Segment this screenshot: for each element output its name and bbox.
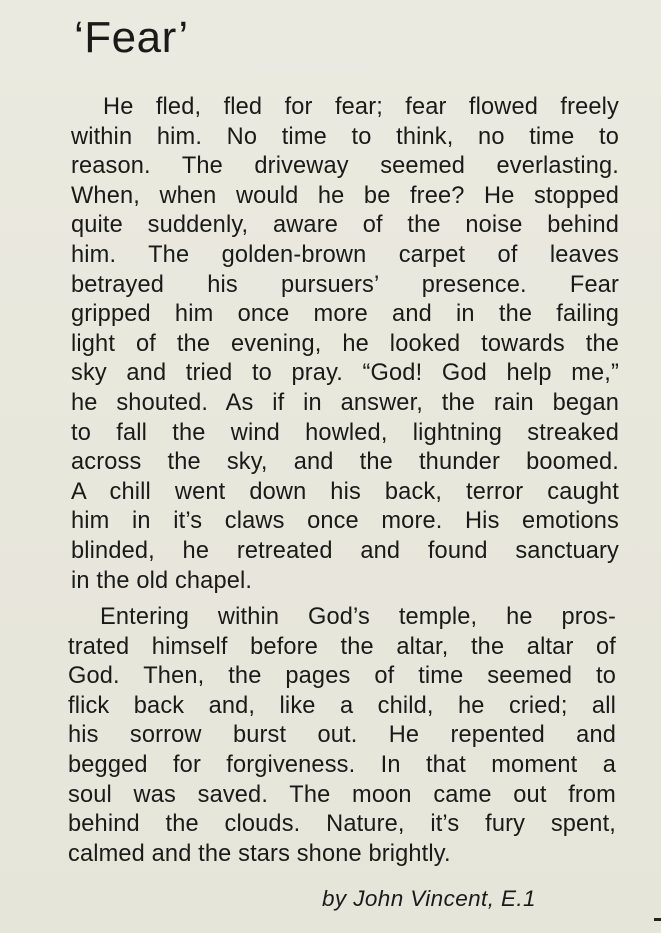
text-line: Entering within God’s temple, he pros- — [100, 604, 616, 630]
text-line: He fled, fled for fear; fear flowed freely — [103, 94, 619, 120]
text-line: betrayed his pursuers’ presence. Fear — [71, 271, 619, 298]
text-line: quite suddenly, aware of the noise behind — [71, 212, 619, 239]
text-line: soul was saved. The moon came out from — [68, 781, 616, 808]
story-paragraph-1 — [71, 93, 619, 596]
page-edge-mark — [654, 918, 661, 921]
text-line: he shouted. As if in answer, the rain began — [71, 389, 619, 416]
text-line: gripped him once more and in the failing — [71, 301, 619, 328]
text-line: across the sky, and the thunder boomed. — [71, 449, 619, 476]
author-byline: by John Vincent, E.1 — [322, 886, 536, 911]
text-line: When, when would he be free? He stopped — [71, 182, 619, 209]
text-line: A chill went down his back, terror caught — [71, 478, 619, 505]
text-line: within him. No time to think, no time to — [71, 123, 619, 150]
text-line: calmed and the stars shone brightly. — [68, 840, 451, 867]
text-line: in the old chapel. — [71, 567, 253, 594]
text-line: begged for forgiveness. In that moment a — [68, 751, 616, 778]
text-line: blinded, he retreated and found sanctuary — [71, 537, 619, 564]
text-line: his sorrow burst out. He repented and — [68, 722, 616, 749]
text-line: to fall the wind howled, lightning streaked — [71, 419, 619, 446]
text-line: trated himself before the altar, the altar of — [68, 633, 616, 660]
text-line: reason. The driveway seemed everlasting. — [71, 153, 619, 180]
text-line: him. The golden-brown carpet of leaves — [71, 241, 619, 268]
text-line: light of the evening, he looked towards the — [71, 330, 619, 357]
text-line: behind the clouds. Nature, it’s fury spent, — [68, 811, 616, 838]
page-title: ‘Fear’ — [74, 13, 189, 62]
text-line: flick back and, like a child, he cried; all — [68, 692, 616, 719]
text-line: him in it’s claws once more. His emotions — [71, 508, 619, 535]
story-paragraph-2 — [68, 603, 616, 869]
text-line: sky and tried to pray. “God! God help me,” — [71, 360, 619, 387]
text-line: God. Then, the pages of time seemed to — [68, 663, 616, 690]
